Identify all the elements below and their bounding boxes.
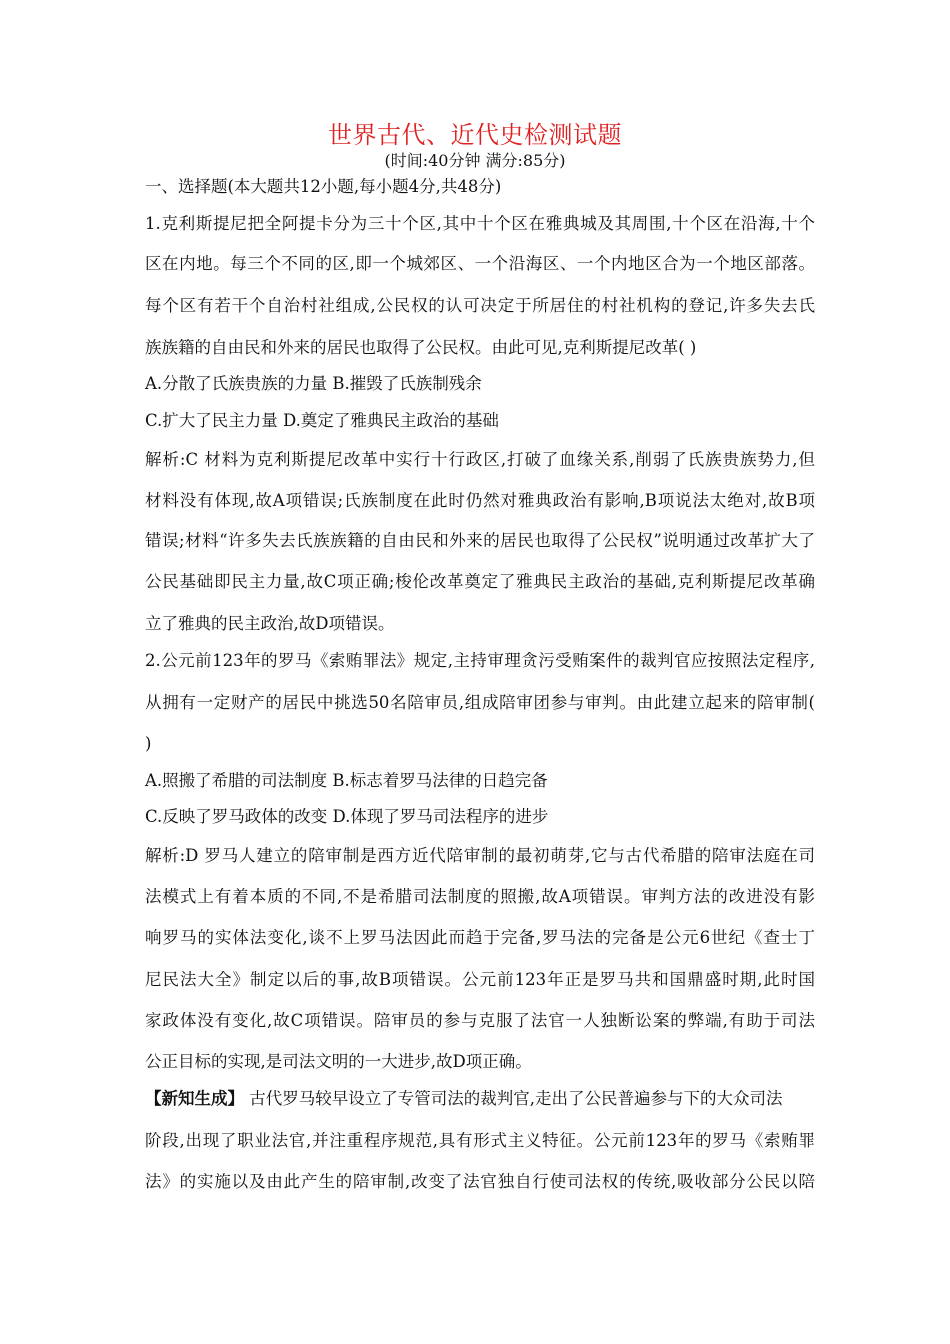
q1-analysis-line: 错误;材料“许多失去氏族族籍的自由民和外来的居民也取得了公民权”说明通过改革扩大了 — [145, 531, 815, 550]
q1-option-line: A.分散了氏族贵族的力量 B.摧毁了氏族制残余 — [145, 374, 482, 393]
insight-line: 法》的实施以及由此产生的陪审制,改变了法官独自行使司法权的传统,吸收部分公民以陪 — [145, 1172, 815, 1191]
q1-analysis-line: 公民基础即民主力量,故C项正确;梭伦改革奠定了雅典民主政治的基础,克利斯提尼改革确 — [145, 572, 815, 591]
q2-analysis-line: 公正目标的实现,是司法文明的一大进步,故D项正确。 — [145, 1052, 532, 1071]
q2-stem-line: 从拥有一定财产的居民中挑选50名陪审员,组成陪审团参与审判。由此建立起来的陪审制( — [145, 693, 815, 712]
q2-analysis-line: 响罗马的实体法变化,谈不上罗马法因此而趋于完备,罗马法的完备是公元6世纪《查士丁 — [145, 928, 815, 947]
exam-info: (时间:40分钟 满分:85分) — [384, 151, 566, 170]
insight-line: 阶段,出现了职业法官,并注重程序规范,具有形式主义特征。公元前123年的罗马《索贿罪 — [145, 1131, 815, 1150]
q1-stem-line: 每个区有若干个自治村社组成,公民权的认可决定于所居住的村社机构的登记,许多失去氏 — [145, 296, 815, 315]
q1-option-line: C.扩大了民主力量 D.奠定了雅典民主政治的基础 — [145, 411, 499, 430]
insight-text: 古代罗马较早设立了专管司法的裁判官,走出了公民普遍参与下的大众司法 — [244, 1089, 783, 1108]
q1-analysis-line: 解析:C 材料为克利斯提尼改革中实行十行政区,打破了血缘关系,削弱了氏族贵族势力,但 — [145, 450, 815, 469]
section-heading: 一、选择题(本大题共12小题,每小题4分,共48分) — [145, 177, 502, 196]
q1-stem-line: 1.克利斯提尼把全阿提卡分为三十个区,其中十个区在雅典城及其周围,十个区在沿海,十个 — [145, 214, 815, 233]
q1-stem-line: 族族籍的自由民和外来的居民也取得了公民权。由此可见,克利斯提尼改革( ) — [145, 338, 697, 357]
q2-option-line: C.反映了罗马政体的改变 D.体现了罗马司法程序的进步 — [145, 807, 549, 826]
q2-analysis-line: 尼民法大全》制定以后的事,故B项错误。公元前123年正是罗马共和国鼎盛时期,此时国 — [145, 970, 815, 989]
q2-stem-line: ) — [145, 734, 152, 753]
insight-label: 【新知生成】 — [145, 1089, 244, 1108]
document-title: 世界古代、近代史检测试题 — [328, 121, 622, 149]
q2-stem-line: 2.公元前123年的罗马《索贿罪法》规定,主持审理贪污受贿案件的裁判官应按照法定程序, — [145, 651, 815, 670]
q2-analysis-line: 解析:D 罗马人建立的陪审制是西方近代陪审制的最初萌芽,它与古代希腊的陪审法庭在司 — [145, 846, 815, 865]
q1-analysis-line: 材料没有体现,故A项错误;氏族制度在此时仍然对雅典政治有影响,B项说法太绝对,故B项 — [145, 491, 815, 510]
q2-analysis-line: 法模式上有着本质的不同,不是希腊司法制度的照搬,故A项错误。审判方法的改进没有影 — [145, 887, 815, 906]
q2-option-line: A.照搬了希腊的司法制度 B.标志着罗马法律的日趋完备 — [145, 771, 548, 790]
q1-analysis-line: 立了雅典的民主政治,故D项错误。 — [145, 614, 395, 633]
insight-line — [145, 1088, 815, 1110]
q2-analysis-line: 家政体没有变化,故C项错误。陪审员的参与克服了法官一人独断讼案的弊端,有助于司法 — [145, 1011, 815, 1030]
q1-stem-line: 区在内地。每三个不同的区,即一个城郊区、一个沿海区、一个内地区合为一个地区部落。 — [145, 254, 815, 273]
